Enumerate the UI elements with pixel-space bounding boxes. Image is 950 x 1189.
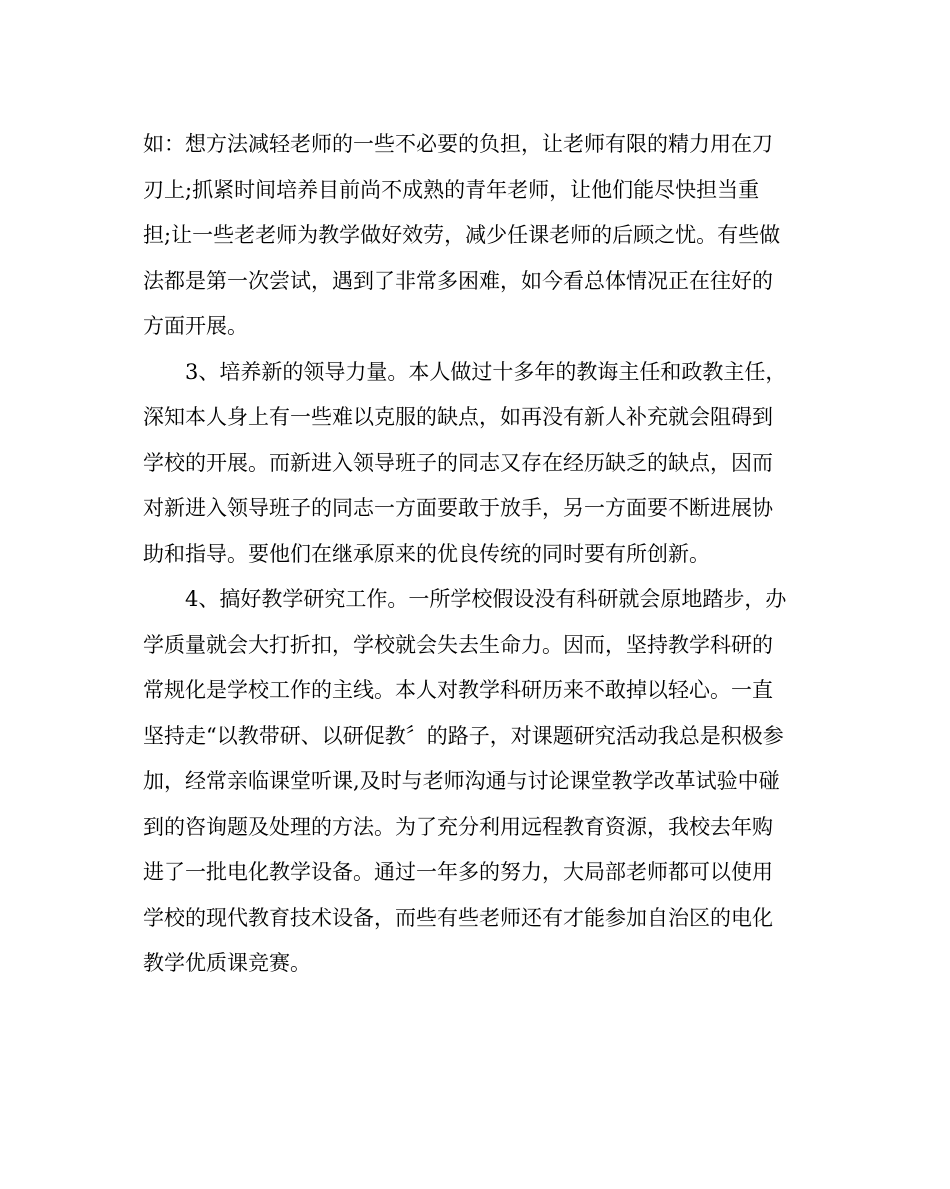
- text-line: 坚持走“以教带研、以研促教〞的路子，对课题研究活动我总是积极参: [143, 723, 784, 748]
- text-line: 3、培养新的领导力量。本人做过十多年的教诲主任和政教主任，: [185, 359, 787, 384]
- text-line: 担;让一些老老师为教学做好效劳，减少任课老师的后顾之忧。有些做: [143, 223, 781, 247]
- text-line: 学校的开展。而新进入领导班子的同志又存在经历缺乏的缺点，因而: [143, 450, 773, 475]
- text-line: 学质量就会大打折扣，学校就会失去生命力。因而，坚持教学科研的: [143, 632, 773, 657]
- text-line: 助和指导。要他们在继承原来的优良传统的同时要有所创新。: [143, 541, 710, 566]
- text-line: 方面开展。: [143, 314, 248, 338]
- paragraph-2: [143, 350, 811, 578]
- text-line: 对新进入领导班子的同志一方面要敢于放手，另一方面要不断进展协: [143, 496, 773, 520]
- text-line: 如：想方法减轻老师的一些不必要的负担，让老师有限的精力用在刀: [143, 132, 773, 156]
- paragraph-3: [143, 577, 811, 987]
- text-line: 4、搞好教学研究工作。一所学校假设没有科研就会原地踏步，办: [185, 587, 787, 611]
- text-line: 进了一批电化教学设备。通过一年多的努力，大局部老师都可以使用: [143, 860, 773, 884]
- text-line: 刃上;抓紧时间培养目前尚不成熟的青年老师，让他们能尽快担当重: [143, 177, 760, 202]
- text-line: 学校的现代教育技术设备，而些有些老师还有才能参加自治区的电化: [143, 905, 773, 930]
- text-line: 常规化是学校工作的主线。本人对教学科研历来不敢掉以轻心。一直: [143, 678, 773, 702]
- paragraph-1: [143, 122, 811, 350]
- text-line: 深知本人身上有一些难以克服的缺点，如再没有新人补充就会阻碍到: [143, 405, 773, 429]
- document-body: [143, 122, 811, 987]
- text-line: 教学优质课竞赛。: [143, 951, 311, 975]
- text-line: 法都是第一次尝试，遇到了非常多困难，如今看总体情况正在往好的: [143, 268, 773, 293]
- text-line: 到的咨询题及处理的方法。为了充分利用远程教育资源，我校去年购: [143, 814, 773, 839]
- text-line: 加，经常亲临课堂听课,及时与老师沟通与讨论课堂教学改革试验中碰: [143, 769, 780, 793]
